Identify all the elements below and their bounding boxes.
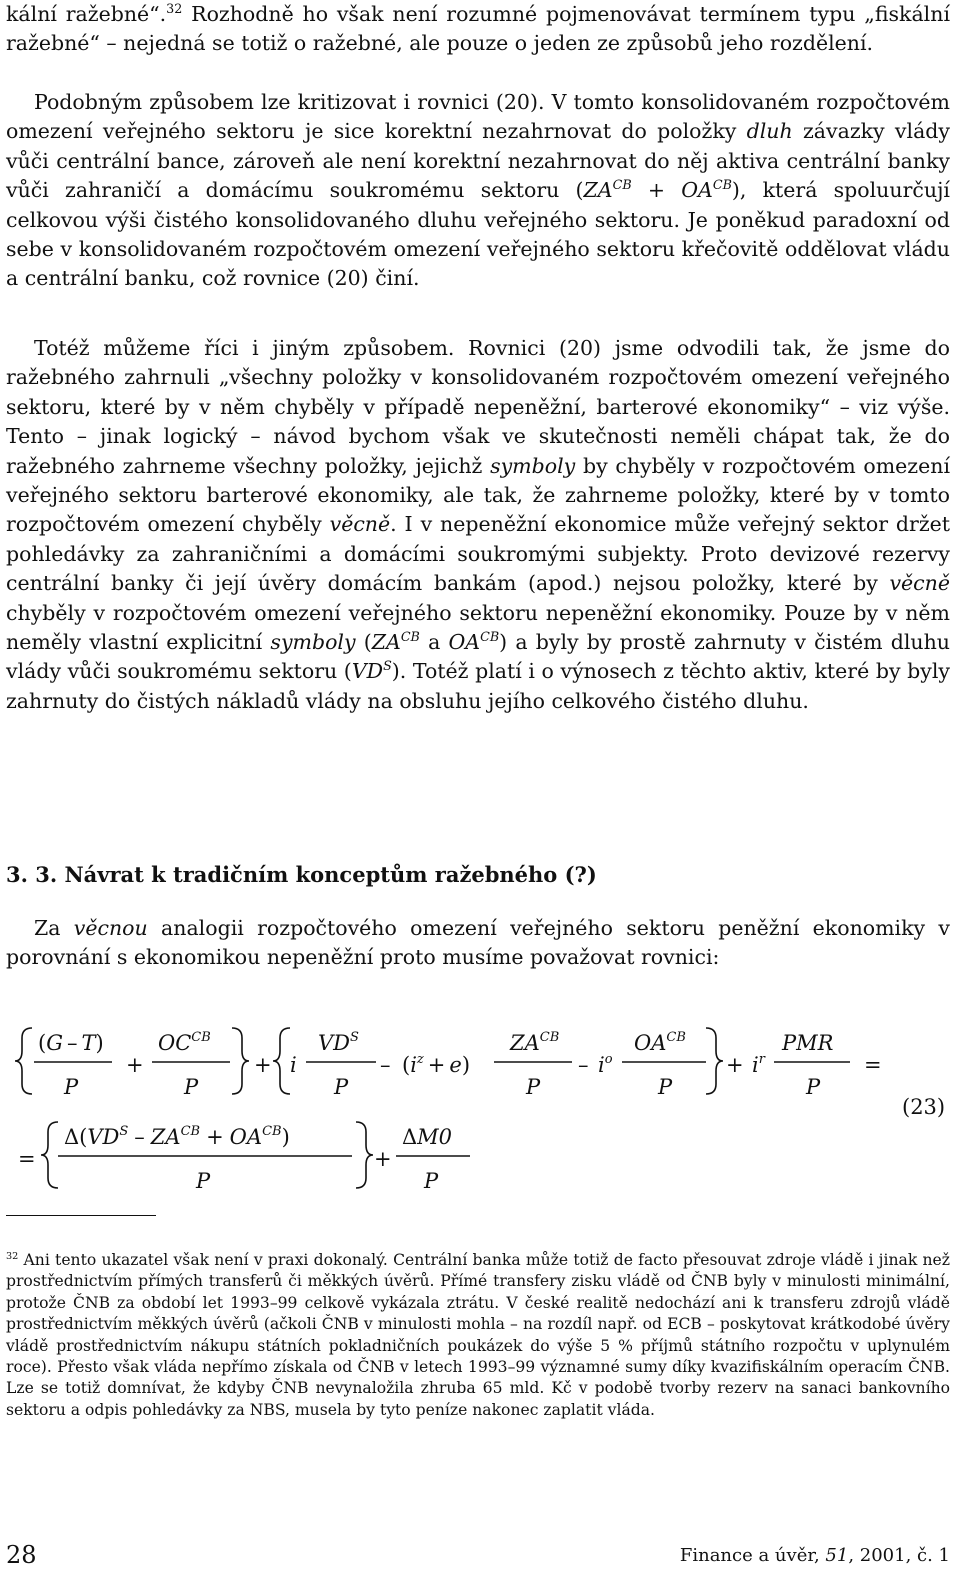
eq-denominator: P [806, 1075, 821, 1099]
text-run: kální ražebné“. [6, 2, 167, 26]
eq-term: $i^r$ [752, 1052, 765, 1077]
text-run: analogii rozpočtového omezení veřejného sektoru peněžní ekonomiky v porovnání s ekonomikou nepeněžní proto musíme považovat rovnici: [6, 916, 951, 970]
paragraph-4 [6, 914, 950, 973]
eq-denominator: P [184, 1075, 199, 1099]
eq-numerator: PMR [782, 1031, 834, 1055]
journal-citation [680, 1545, 950, 1566]
eq-denominator: P [334, 1075, 349, 1099]
eq-denominator: P [64, 1075, 79, 1099]
eq-term: (G – T) [38, 1031, 104, 1055]
text-run: Za [34, 916, 74, 940]
footnote-text: Ani tento ukazatel však není v praxi dokonalý. Centrální banka může totiž de facto přesouvat zdroje vládě i jinak než prostřednictvím přímých transferů či měkkých úvěrů. Přímé transfery zisku vládě od ČNB byly v minulosti minimální, protože ČNB za období let 1993–99 celkově vykázala ztrátu. V české realitě nedochází ani k transferu zdrojů vládě prostřednictvím měkkých úvěrů (ačkoli ČNB v minulosti mohla – na rozdíl např. od ECB – poskytovat krátkodobé úvěry vládě prostřednictvím nákupu státních pokladničních poukázek do výše 5 % příjmů státního rozpočtu v uplynulém roce). Přesto však vláda nepřímo získala od ČNB v letech 1993–99 významné sumy díky kvazifiskálním operacím ČNB. Lze se totiž domnívat, že kdyby ČNB nevynaložila zhruba 65 mld. Kč v podobě tvorby rezerv na sanaci bankovního sektoru a odpis pohledávky za NBS, musela by tyto peníze nakonec zaplatit vláda. [6, 1251, 950, 1419]
text-run: by chyběly v rozpočtovém omezení veřejného sektoru barterové ekonomiky, ale tak, že zahrneme položky, které by v tomto rozpočtovém omezení chyběly [6, 453, 950, 537]
eq-term: $VD^S$ [318, 1030, 359, 1055]
text-run: . I v nepeněžní ekonomice může veřejný sektor držet pohledávky za zahraničními a domácími soukromými subjekty. Proto devizové rezervy centrální banky či její úvěry domácím bankám (apod.) nejsou položky, které by [6, 512, 951, 596]
text-run: závazky vlády vůči centrální bance, zároveň ale není korektní nezahrnovat do něj aktiva centrální banky vůči zahraničí a domácímu soukromému sektoru ( [6, 119, 950, 203]
journal-issue: , 2001, č. 1 [848, 1545, 950, 1566]
math-symbol: ZA [371, 630, 401, 655]
math-superscript: CB [400, 629, 420, 645]
section-heading: 3. 3. Návrat k tradičním konceptům ražebného (?) [6, 862, 597, 887]
italic-term: věcně [329, 512, 391, 537]
eq-denominator: P [196, 1169, 211, 1193]
eq-term: $ZA^{CB}$ [510, 1030, 560, 1055]
math-superscript: CB [712, 177, 732, 193]
eq-operator: + [374, 1147, 392, 1171]
text-run: ) a byly by prostě zahrnuty v čistém dluhu vlády vůči soukromému sektoru ( [6, 630, 951, 684]
text-run: chyběly v rozpočtovém omezení veřejného sektoru nepeněžní ekonomiky. Pouze by v něm neměly vlastní explicitní [6, 600, 950, 655]
eq-term: $i^o$ [598, 1052, 613, 1077]
equation-braces [15, 1028, 723, 1188]
footnote-reference[interactable]: 32 [166, 1, 183, 17]
paragraph-2 [6, 88, 950, 294]
eq-operator: + [254, 1053, 272, 1077]
italic-term: dluh [746, 119, 793, 144]
eq-term: $OC^{CB}$ [158, 1030, 211, 1055]
eq-term: $\Delta(VD^S - ZA^{CB} + OA^{CB})$ [64, 1124, 290, 1149]
eq-term: $OA^{CB}$ [634, 1030, 686, 1055]
journal-volume: 51 [825, 1545, 849, 1566]
eq-operator: + [726, 1053, 744, 1077]
footnote-number: 32 [6, 1250, 19, 1262]
math-superscript: CB [480, 629, 500, 645]
math-operator: + [631, 178, 682, 203]
math-symbol: OA [448, 630, 481, 655]
text-run: Rozhodně ho však není rozumné pojmenovávat termínem typu „fiskální ražebné“ – nejedná se totiž o ražebné, ale pouze o jeden ze způsobů jeho rozdělení. [6, 2, 951, 56]
math-symbol: VD [351, 659, 384, 684]
text-run: Podobným způsobem lze kritizovat i rovnici (20). V tomto konsolidovaném rozpočtovém omezení veřejného sektoru je sice korektní nezahrnovat do položky [6, 90, 950, 144]
italic-term: věcnou [73, 916, 148, 940]
page-footer [6, 1541, 950, 1571]
paragraph-1 [6, 0, 950, 59]
paragraph-3 [6, 334, 950, 716]
eq-operator: – [578, 1053, 589, 1077]
equation-23 [0, 1010, 960, 1200]
math-symbol: OA [681, 178, 713, 203]
eq-operator: = [864, 1053, 882, 1077]
eq-term: $(i^z + e)$ [402, 1052, 471, 1077]
eq-symbol: i [290, 1053, 297, 1077]
math-superscript: CB [612, 177, 632, 193]
text-run: a [419, 630, 449, 655]
italic-term: symboly [270, 630, 356, 655]
page-number: 28 [6, 1541, 37, 1569]
text-run: ( [355, 630, 372, 655]
journal-name: Finance a úvěr, [679, 1545, 826, 1566]
eq-denominator: P [526, 1075, 541, 1099]
eq-denominator: P [658, 1075, 673, 1099]
math-symbol: ZA [583, 178, 613, 203]
text-run: Totéž můžeme říci i jiným způsobem. Rovnici (20) jsme odvodili tak, že jsme do ražebného zahrnuli „všechny položky v konsolidovaném rozpočtovém omezení veřejného sektoru, které by v něm chyběly v případě nepeněžní, barterové ekonomiky“ – viz výše. Tento – jinak logický – návod bychom však ve skutečnosti neměli chápat tak, že do ražebného zahrneme všechny položky, jejichž [6, 336, 950, 478]
text-run: ), která spoluurčují celkovou výši čistého konsolidovaného dluhu veřejného sektoru. Je poněkud paradoxní od sebe v konsolidovaném rozpočtovém omezení veřejného sektoru křečovitě oddělovat vládu a centrální banku, což rovnice (20) činí. [6, 178, 950, 291]
eq-operator: – [380, 1053, 391, 1077]
footnote-separator [6, 1215, 156, 1216]
italic-term: věcně [889, 571, 950, 596]
eq-operator: + [126, 1053, 144, 1077]
text-run: ). Totéž platí i o výnosech z těchto aktiv, které by byly zahrnuty do čistých nákladů vlády na obsluhu jejího celkového čistého dluhu. [6, 659, 950, 713]
eq-operator: = [18, 1147, 36, 1171]
math-superscript: S [383, 658, 392, 674]
italic-term: symboly [490, 453, 576, 478]
equation-number: (23) [902, 1095, 946, 1119]
footnote-32 [6, 1250, 950, 1421]
eq-term: ΔM0 [402, 1125, 453, 1149]
eq-denominator: P [424, 1169, 439, 1193]
